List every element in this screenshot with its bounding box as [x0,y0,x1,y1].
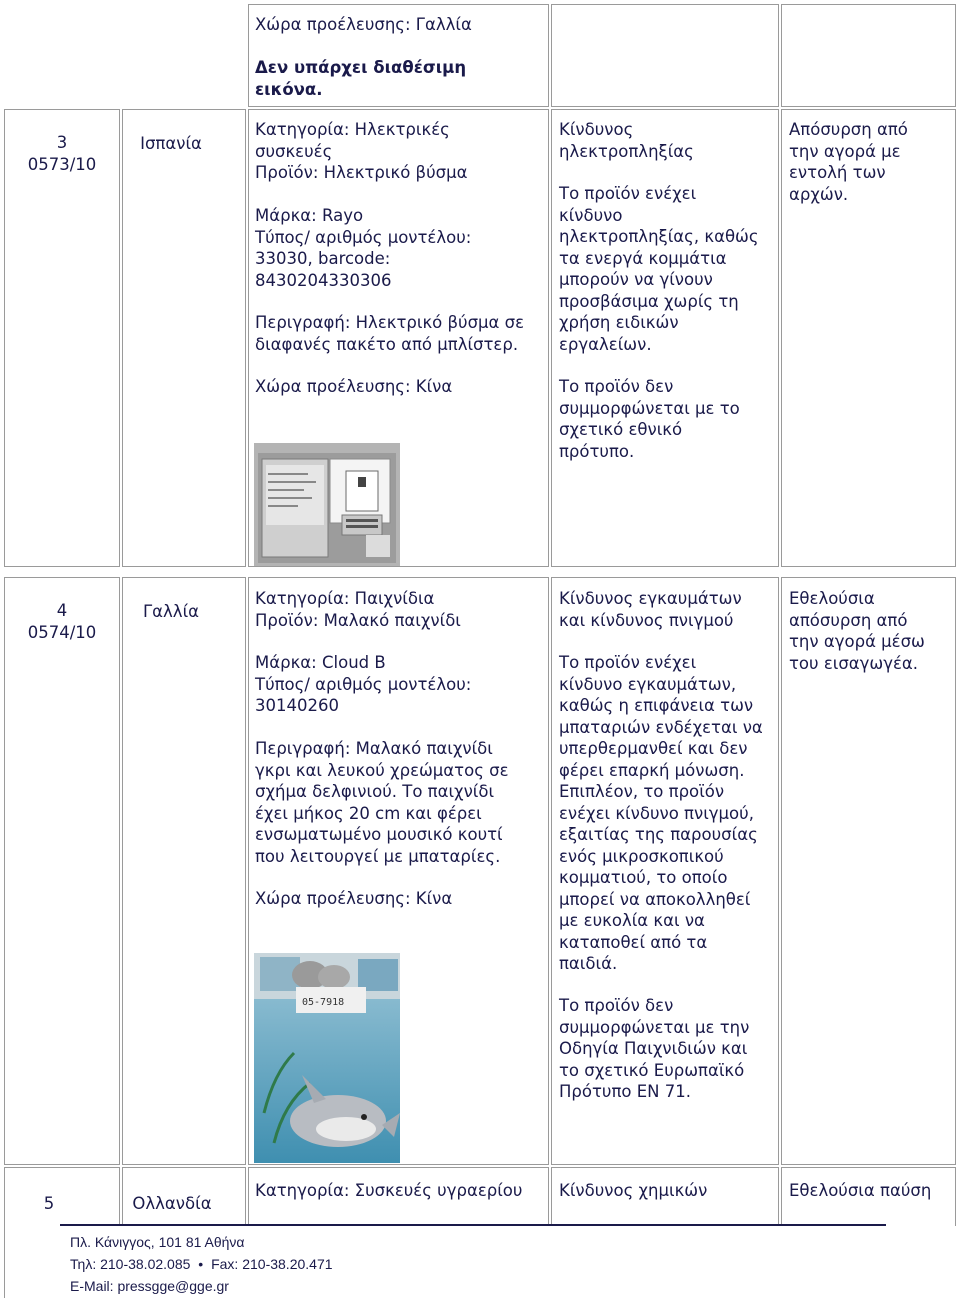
plug-blister-photo [254,443,400,566]
row2-brand: Μάρκα: Rayo Τύπος/ αριθμός μοντέλου: 33030, barcode: 8430204330306 [255,206,472,290]
footer-email: E-Mail: pressgge@gge.gr [70,1278,229,1294]
photo-label: 05-7918 [302,997,345,1008]
row2-country-cell [122,109,246,567]
dolphin-toy-photo [254,953,400,1163]
row3-category: Κατηγορία: Παιχνίδια Προϊόν: Μαλακό παιχνίδι [255,589,461,630]
dolphin-toy-image [254,953,400,1163]
row3-number: 4 [56,601,68,620]
row2-risk-compliance: Το προϊόν δεν συμμορφώνεται με το σχετικό εθνικό πρότυπο. [559,377,740,461]
row2-code: 0573/10 [27,155,97,174]
row2-number: 3 [56,133,68,152]
row3-risk-title: Κίνδυνος εγκαυμάτων και κίνδυνος πνιγμού [559,589,742,630]
row3-risk-text: Το προϊόν ενέχει κίνδυνο εγκαυμάτων, καθώς η επιφάνεια των μπαταριών ενδέχεται να υπερθερμανθεί και δεν φέρει επαρκή μόνωση. Επιπλέον, το προϊόν ενέχει κίνδυνο πνιγμού, εξαιτίας της παρουσίας ενός μικροσκοπικού κομματιού, το οποίο μπορεί να αποκολληθεί με ευκολία και να καταποθεί από τα παιδιά. [559,653,763,973]
footer-contact [70,1256,333,1272]
row3-risk-compliance: Το προϊόν δεν συμμορφώνεται με την Οδηγία Παιχνιδιών και το σχετικό Ευρωπαϊκό Πρότυπο EN 71. [559,996,750,1101]
row3-description: Περιγραφή: Μαλακό παιχνίδι γκρι και λευκού χρεώματος σε σχήμα δελφινιού. Το παιχνίδι έχει μήκος 20 cm και φέρει ενσωματωμένο μουσικό κουτί που λειτουργεί με μπαταρίες. [255,739,509,866]
row1-origin: Χώρα προέλευσης: Γαλλία [255,15,472,34]
footer-bullet: • [198,1256,204,1272]
row4-country: Ολλανδία [132,1194,212,1213]
row2-country: Ισπανία [140,134,202,153]
row3-measure: Εθελούσια απόσυρση από την αγορά μέσω του εισαγωγέα. [789,589,925,673]
row2-number-cell [4,109,120,567]
row2-measure: Απόσυρση από την αγορά με εντολή των αρχών. [789,120,908,204]
row4-number: 5 [43,1194,55,1213]
row1-no-image: Δεν υπάρχει διαθέσιμη εικόνα. [255,58,467,99]
plug-blister-image [254,443,400,566]
row2-origin: Χώρα προέλευσης: Κίνα [255,377,453,396]
row2-risk-text: Το προϊόν ενέχει κίνδυνο ηλεκτροπληξίας, καθώς τα ενεργά κομμάτια μπορούν να γίνουν προσβάσιμα χωρίς τη χρήση ειδικών εργαλείων. [559,184,759,354]
row3-number-cell [4,577,120,1165]
row3-code: 0574/10 [27,623,97,642]
row4-category: Κατηγορία: Συσκευές υγραερίου [255,1181,523,1200]
row4-measure: Εθελούσια παύση [789,1181,932,1200]
row2-description: Περιγραφή: Ηλεκτρικό βύσμα σε διαφανές πακέτο από μπλίστερ. [255,313,525,354]
footer-fax: Fax: 210-38.20.471 [211,1256,333,1272]
footer-phone: Τηλ: 210-38.02.085 [70,1256,191,1272]
row2-category: Κατηγορία: Ηλεκτρικές συσκευές Προϊόν: Ηλεκτρικό βύσμα [255,120,468,182]
row4-risk-title: Κίνδυνος χημικών [559,1181,708,1200]
row2-risk-title: Κίνδυνος ηλεκτροπληξίας [559,120,694,161]
footer-address: Πλ. Κάνιγγος, 101 81 Αθήνα [70,1234,245,1250]
footer-rule [60,1224,886,1226]
row3-country-cell [122,577,246,1165]
row3-origin: Χώρα προέλευσης: Κίνα [255,889,453,908]
row1-measure-cell [781,4,956,107]
row3-brand: Μάρκα: Cloud B Τύπος/ αριθμός μοντέλου: 30140260 [255,653,472,715]
row3-country: Γαλλία [142,602,200,621]
row1-risk-cell [551,4,779,107]
